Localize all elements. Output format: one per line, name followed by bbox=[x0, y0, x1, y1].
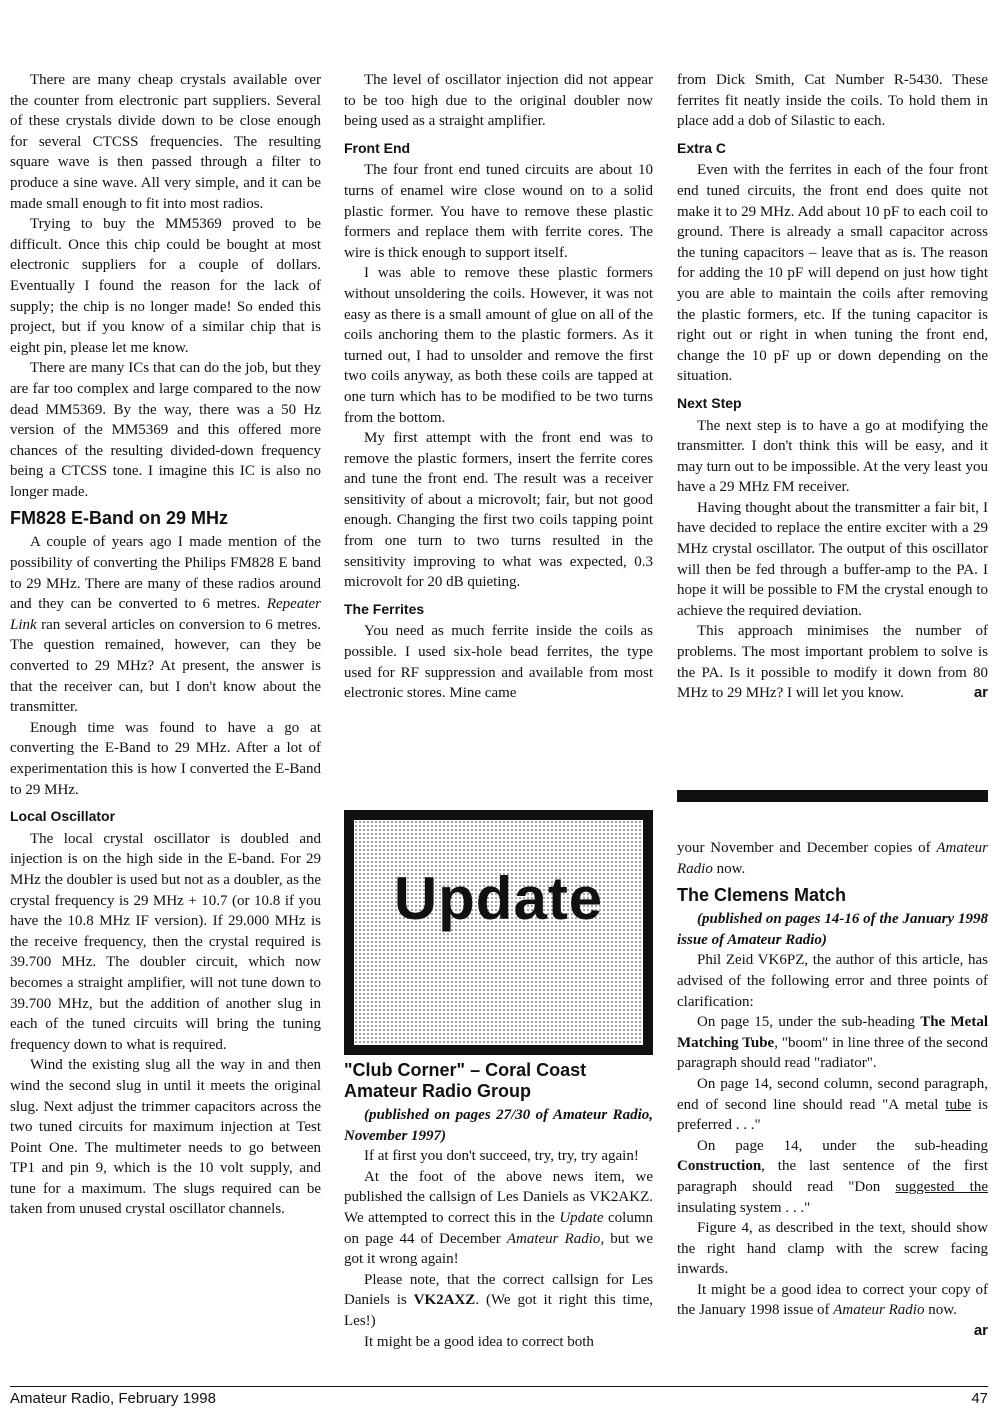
update-column-2 bbox=[344, 1054, 653, 1352]
paragraph: Even with the ferrites in each of the four front end tuned circuits, the front end does quite not make it to 29 MHz. Add about 10 pF to each coil to ground. There is already a small capacitor across the tuning capacitors – leave that as is. The reason for adding the 10 pF will depend on just how tight you are able to maintain the coils after removing the plastic formers, etc. If the tuning capacitor is right out or right in when tuning the front end, change the 10 pF up or down depending on the situation. bbox=[677, 162, 988, 385]
subheading-front-end: Front End bbox=[344, 139, 411, 156]
section-divider-bar bbox=[677, 790, 988, 802]
paragraph: Figure 4, as described in the text, should show the right hand clamp with the screw facing inwards. bbox=[677, 1220, 988, 1278]
column-2 bbox=[344, 70, 653, 704]
paragraph: There are many cheap crystals available over the counter from electronic part suppliers. Several of these crystals divide down to be close enough for several CTCSS frequencies. The resulting square wave is then passed through a filter to produce a sine wave. All very simple, and it can be made small enough to fit into most radios. bbox=[10, 72, 321, 212]
column-3 bbox=[677, 70, 988, 704]
paragraph: The level of oscillator injection did not appear to be too high due to the original doubler now being used as a straight amplifier. bbox=[344, 72, 653, 130]
callsign: VK2AXZ bbox=[413, 1292, 476, 1309]
paragraph: At the foot of the above news item, we published the callsign of Les Daniels as VK2AKZ. We attempted to correct this in the Update column on page 44 of December Amateur Radio, but we got it wrong again! bbox=[344, 1168, 654, 1268]
paragraph: There are many ICs that can do the job, but they are far too complex and large compared to the now dead MM5369. By the way, there was a 50 Hz version of the MM5369 and this offered more chances of the resulting divided-down frequency being a CTCSS tone. I imagine this IC is also no longer made. bbox=[10, 360, 321, 500]
paragraph: from Dick Smith, Cat Number R-5430. These ferrites fit neatly inside the coils. To hold them in place add a dob of Silastic to each. bbox=[677, 72, 988, 130]
paragraph: your November and December copies of Amateur Radio now. bbox=[677, 840, 989, 877]
paragraph: It might be a good idea to correct both bbox=[364, 1333, 594, 1350]
paragraph: If at first you don't succeed, try, try, try again! bbox=[364, 1148, 639, 1165]
paragraph: Please note, that the correct callsign for Les Daniels is VK2AXZ. (We got it right this time, Les!) bbox=[344, 1271, 654, 1329]
paragraph: On page 14, second column, second paragraph, end of second line should read "A metal tube is preferred . . ." bbox=[677, 1075, 988, 1134]
paragraph: On page 15, under the sub-heading The Metal Matching Tube, "boom" in line three of the second paragraph should read "radiator". bbox=[677, 1014, 989, 1072]
subheading-local-oscillator: Local Oscillator bbox=[10, 808, 116, 825]
subheading-next-step: Next Step bbox=[677, 394, 742, 411]
paragraph: This approach minimises the number of problems. The most important problem to solve is the PA. Is it possible to modify it down from 80 MHz to 29 MHz? I will let you know. ar bbox=[677, 621, 988, 703]
update-logo-box bbox=[344, 810, 653, 1055]
publication-note: (published on pages 27/30 of Amateur Radio, November 1997) bbox=[344, 1107, 653, 1144]
update-heading-clemens-match: The Clemens Match bbox=[677, 885, 847, 906]
end-mark: ar bbox=[973, 684, 988, 702]
section-heading-fm828: FM828 E-Band on 29 MHz bbox=[10, 508, 229, 529]
paragraph: It might be a good idea to correct your copy of the January 1998 issue of Amateur Radio now. ar bbox=[677, 1280, 988, 1321]
paragraph: Enough time was found to have a go at converting the E-Band to 29 MHz. After a lot of experimentation this is how I converted the E-Band to 29 MHz. bbox=[10, 719, 321, 798]
italic-title: Repeater Link bbox=[10, 596, 321, 633]
paragraph: Having thought about the transmitter a fair bit, I have decided to replace the entire exciter with a 29 MHz crystal oscillator. The output of this oscillator will then be fed through a buffer-amp to the PA. I hope it will be possible to FM the crystal enough to achieve the required deviation. bbox=[677, 499, 988, 619]
publication-note: (published on pages 14-16 of the January 1998 issue of Amateur Radio) bbox=[677, 911, 988, 948]
end-mark: ar bbox=[973, 1322, 988, 1340]
subheading-extra-c: Extra C bbox=[677, 139, 727, 156]
paragraph: A couple of years ago I made mention of the possibility of converting the Philips FM828 E band to 29 MHz. There are many of these radios around and they can be converted to 6 metres. Repeater Link ran several articles on conversion to 6 metres. The question remained, however, can they be converted to 29 MHz? At present, the answer is that the receiver can, but I don't know about the transmitter. bbox=[10, 534, 322, 716]
paragraph: Trying to buy the MM5369 proved to be difficult. Once this chip could be bought at most electronic suppliers for a couple of dollars. Eventually I found the reason for the lack of supply; the chip is no longer made! So ended this project, but if you know of a similar chip that is eight pin, please let me know. bbox=[10, 216, 321, 356]
footer-publication: Amateur Radio, February 1998 bbox=[10, 1390, 216, 1407]
subheading-the-ferrites: The Ferrites bbox=[344, 600, 425, 617]
column-1 bbox=[10, 70, 321, 1220]
paragraph: My first attempt with the front end was to remove the plastic formers, insert the ferrite cores and tune the front end. The result was a receiver sensitivity of about a microvolt; fair, but not good enough. Changing the first two coils tapping point from one turn to two turns resulted in the sensitivity improving to what was expected, 0.3 microvolt for 20 dB quieting. bbox=[344, 430, 653, 591]
paragraph: On page 14, under the sub-heading Construction, the last sentence of the first paragraph should read "Don suggested the insulating system . . ." bbox=[677, 1137, 988, 1216]
paragraph: The four front end tuned circuits are about 10 turns of enamel wire close wound on to a solid plastic former. You have to remove these plastic formers and replace them with ferrite cores. The wire is thick enough to support itself. bbox=[344, 162, 653, 261]
update-heading-club-corner: "Club Corner" – Coral Coast Amateur Radio Group bbox=[344, 1060, 587, 1101]
paragraph: Phil Zeid VK6PZ, the author of this article, has advised of the following error and three points of clarification: bbox=[677, 952, 988, 1010]
paragraph: The local crystal oscillator is doubled and injection is on the high side in the E-band. For 29 MHz the doubler is used but not as a doubler, as the crystal frequency is 29 MHz + 10.7 (or 10.8 if you have the 10.8 MHz IF version). If 29.000 MHz is the receive frequency, then the crystal required is 39.700 MHz. The doubler circuit, which now becomes a straight amplifier, will not tune down to 39.700 MHz, but the addition of another slug in each of the tuned circuits will bring the tuning frequency down to what is required. bbox=[10, 830, 322, 1053]
paragraph: Wind the existing slug all the way in and then wind the second slug in until it meets the original slug. Next adjust the trimmer capacitors across the two tuned circuits for maximum injection at Test Point One. The multimeter needs to go between TP1 and pin 9, which is the 10 volt supply, and tune for a maximum. The slugs required can be taken from unused crystal oscillator channels. bbox=[10, 1057, 321, 1218]
paragraph: I was able to remove these plastic formers without unsoldering the coils. However, it was not easy as there is a small amount of glue on all of the coils anchoring them to the plastic formers. As it turned out, I had to unsolder and remove the first two coils anyway, as both these coils are tapped at one turn which has to be modified to be two turns from the bottom. bbox=[344, 265, 653, 426]
update-logo-text: Update bbox=[393, 865, 604, 932]
page-number: 47 bbox=[971, 1390, 988, 1407]
paragraph: You need as much ferrite inside the coils as possible. I used six-hole bead ferrites, the type used for RF suppression and available from most electronic stores. Mine came bbox=[344, 623, 653, 702]
update-column-3 bbox=[677, 838, 988, 1342]
footer-rule bbox=[10, 1386, 988, 1387]
paragraph: The next step is to have a go at modifying the transmitter. I don't think this will be easy, and it may turn out to be impossible. At the very least you have a 29 MHz FM receiver. bbox=[677, 417, 988, 496]
